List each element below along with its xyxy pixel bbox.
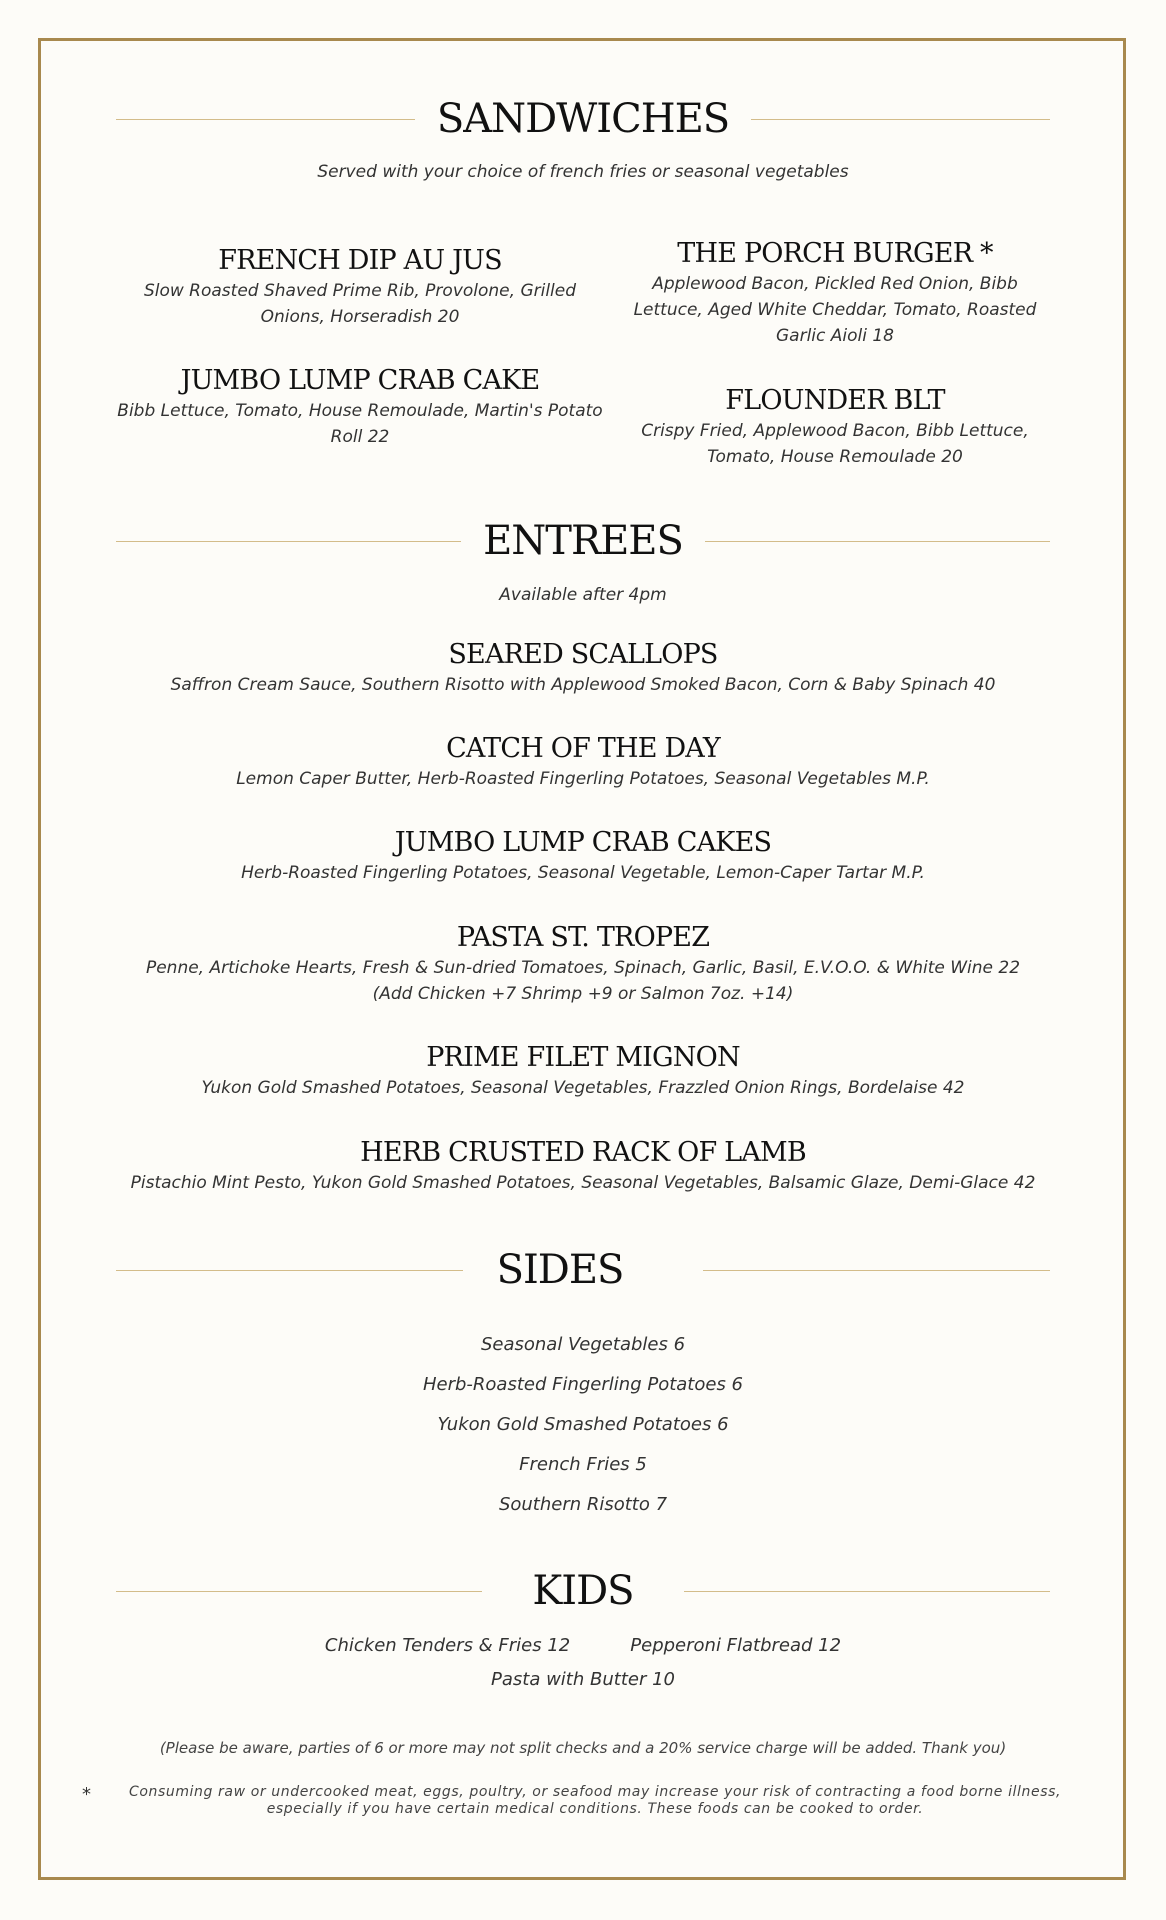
item-name: FLOUNDER BLT xyxy=(725,385,945,416)
item-name: SEARED SCALLOPS xyxy=(448,639,718,670)
menu-item xyxy=(60,638,1106,698)
item-name: PRIME FILET MIGNON xyxy=(426,1042,740,1073)
item-name: THE PORCH BURGER * xyxy=(677,238,993,269)
item-description: Pistachio Mint Pesto, Yukon Gold Smashed Potatoes, Seasonal Vegetables, Balsamic Glaze, Demi-Glace 42 xyxy=(130,1173,1036,1193)
kids-item: Pasta with Butter 10 xyxy=(491,1669,675,1690)
sides-title: SIDES xyxy=(496,1247,624,1293)
menu-item xyxy=(110,244,610,330)
item-name: JUMBO LUMP CRAB CAKE xyxy=(180,365,540,396)
menu-item xyxy=(615,237,1055,349)
service-charge-note: (Please be aware, parties of 6 or more may not split checks and a 20% service charge will be added. Thank you) xyxy=(159,1739,1007,1757)
menu-item xyxy=(110,364,610,450)
divider-right xyxy=(751,119,1050,120)
divider-right xyxy=(684,1591,1050,1592)
item-description: Saffron Cream Sauce, Southern Risotto with Applewood Smoked Bacon, Corn & Baby Spinach 40 xyxy=(170,675,996,695)
kids-title: KIDS xyxy=(532,1568,634,1614)
item-name: FRENCH DIP AU JUS xyxy=(218,245,502,276)
divider-left xyxy=(116,541,461,542)
sandwiches-title: SANDWICHES xyxy=(436,96,730,142)
divider-left xyxy=(116,1591,482,1592)
kids-item: Pepperoni Flatbread 12 xyxy=(630,1635,842,1656)
item-add-ons: (Add Chicken +7 Shrimp +9 or Salmon 7oz. +14) xyxy=(372,984,794,1004)
item-name: JUMBO LUMP CRAB CAKES xyxy=(394,827,772,858)
divider-right xyxy=(703,1270,1050,1271)
menu-item xyxy=(625,384,1045,470)
item-description: Applewood Bacon, Pickled Red Onion, Bibb Lettuce, Aged White Cheddar, Tomato, Roasted Garlic Aioli 18 xyxy=(633,274,1037,346)
menu-item xyxy=(60,732,1106,792)
divider-left xyxy=(116,1270,463,1271)
side-item: French Fries 5 xyxy=(519,1454,647,1475)
item-description: Herb-Roasted Fingerling Potatoes, Seasonal Vegetable, Lemon-Caper Tartar M.P. xyxy=(241,863,925,883)
sandwiches-subtitle: Served with your choice of french fries or seasonal vegetables xyxy=(317,162,849,182)
item-name: PASTA ST. TROPEZ xyxy=(456,922,710,953)
entrees-subtitle: Available after 4pm xyxy=(499,585,667,605)
sides-header xyxy=(116,1247,1050,1293)
item-description: Slow Roasted Shaved Prime Rib, Provolone, Grilled Onions, Horseradish 20 xyxy=(143,281,577,327)
entrees-title: ENTREES xyxy=(483,518,683,564)
side-item: Yukon Gold Smashed Potatoes 6 xyxy=(437,1414,729,1435)
menu-item xyxy=(60,1041,1106,1101)
divider-right xyxy=(705,541,1050,542)
side-item: Herb-Roasted Fingerling Potatoes 6 xyxy=(422,1374,743,1395)
kids-header xyxy=(116,1568,1050,1614)
item-name: HERB CRUSTED RACK OF LAMB xyxy=(360,1137,806,1168)
side-item: Southern Risotto 7 xyxy=(498,1494,668,1515)
item-description: Crispy Fried, Applewood Bacon, Bibb Lettuce, Tomato, House Remoulade 20 xyxy=(641,421,1029,467)
side-item: Seasonal Vegetables 6 xyxy=(480,1334,686,1355)
menu-item xyxy=(60,1136,1106,1196)
food-safety-disclaimer: Consuming raw or undercooked meat, eggs, poultry, or seafood may increase your risk of contracting a food borne illness, especially if you have certain medical conditions. These foods can be cooked to order. xyxy=(128,1784,1062,1817)
kids-row-1 xyxy=(0,1635,1166,1656)
entrees-header xyxy=(116,518,1050,564)
item-description: Penne, Artichoke Hearts, Fresh & Sun-dried Tomatoes, Spinach, Garlic, Basil, E.V.O.O. & White Wine 22 xyxy=(145,958,1021,978)
sandwiches-header xyxy=(116,96,1050,142)
item-description: Lemon Caper Butter, Herb-Roasted Fingerling Potatoes, Seasonal Vegetables M.P. xyxy=(236,769,930,789)
item-name: CATCH OF THE DAY xyxy=(446,733,720,764)
menu-item xyxy=(60,826,1106,886)
item-description: Yukon Gold Smashed Potatoes, Seasonal Vegetables, Frazzled Onion Rings, Bordelaise 42 xyxy=(201,1078,965,1098)
disclaimer-asterisk: * xyxy=(82,1784,91,1805)
menu-item xyxy=(60,921,1106,1007)
kids-row-2 xyxy=(0,1669,1166,1690)
kids-item: Chicken Tenders & Fries 12 xyxy=(324,1635,571,1656)
item-description: Bibb Lettuce, Tomato, House Remoulade, Martin's Potato Roll 22 xyxy=(117,401,603,447)
divider-left xyxy=(116,119,415,120)
